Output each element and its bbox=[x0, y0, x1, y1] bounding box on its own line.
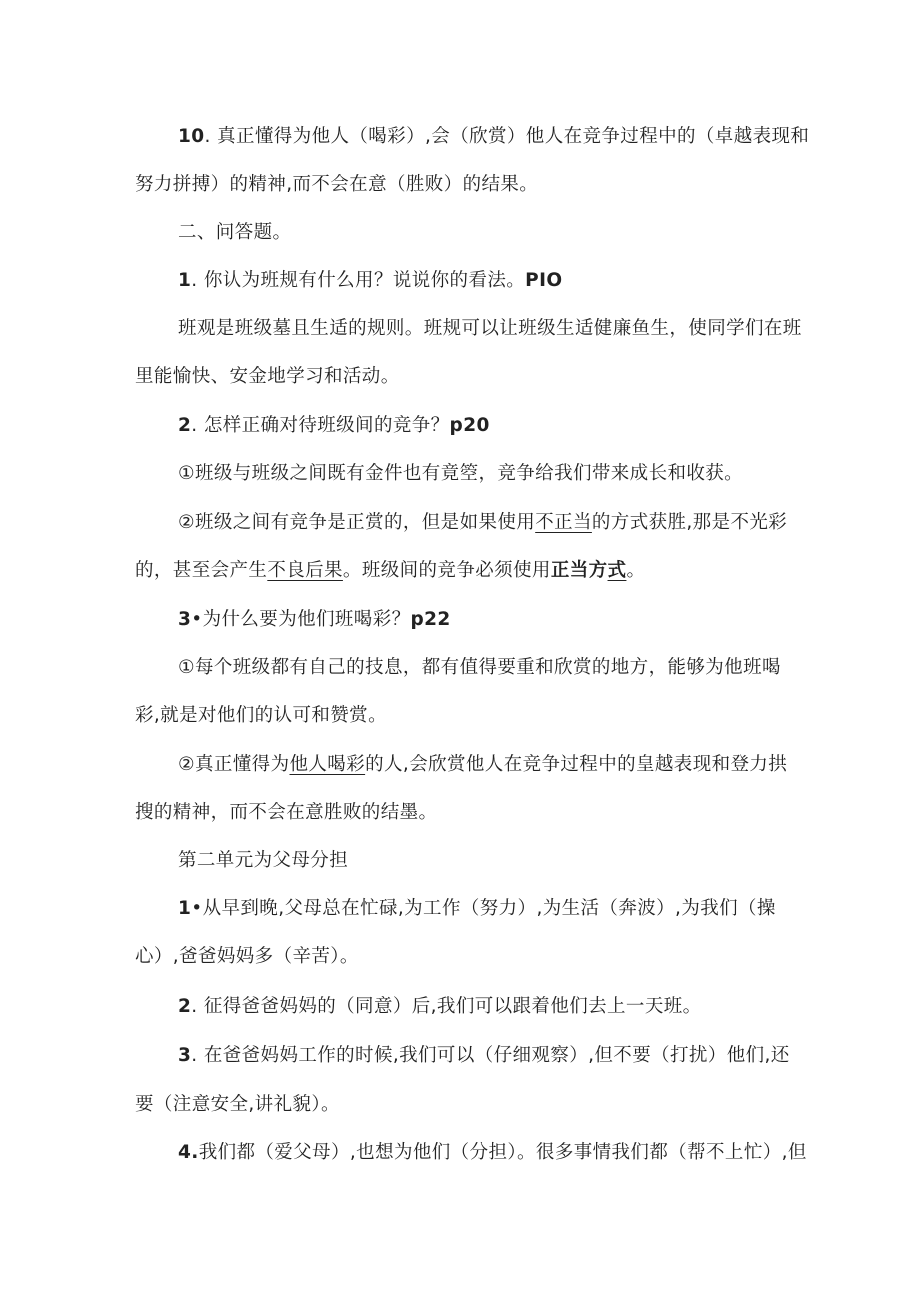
q10-line-1 bbox=[178, 124, 809, 150]
qa3-answer-line-4: 搜的精神，而不会在意胜败的结墨。 bbox=[135, 802, 438, 823]
qa3-question-text: •为什么要为他们班喝彩？ bbox=[191, 609, 411, 630]
unit-item-2-text: . 征得爸爸妈妈的（同意）后,我们可以跟着他们去上一天班。 bbox=[191, 996, 702, 1017]
unit-item-4-text: 我们都（爱父母）,也想为他们（分担）。很多事情我们都（帮不上忙）,但 bbox=[198, 1142, 807, 1163]
qa2-underline-improper: 不正当 bbox=[535, 512, 592, 533]
qa3-answer-line-2: 彩,就是对他们的认可和赞赏。 bbox=[135, 705, 387, 726]
unit-item-3-number: 3 bbox=[178, 1045, 192, 1066]
qa3-a3-post: 的人,会欣赏他人在竞争过程中的皇越表现和登力拱 bbox=[365, 754, 788, 775]
qa2-a3-bold-underline: 式 bbox=[607, 560, 627, 581]
qa2-a3-bold: 正当方 bbox=[550, 560, 608, 581]
q10-line-2: 努力拼搏）的精神,而不会在意（胜败）的结果。 bbox=[135, 174, 539, 195]
qa2-question-text: . 怎样正确对待班级间的竞争？ bbox=[191, 415, 450, 436]
unit-heading: 第二单元为父母分担 bbox=[178, 850, 349, 871]
qa1-number: 1 bbox=[178, 270, 192, 291]
qa3-answer-line-3 bbox=[178, 752, 787, 778]
qa3-underline-cheer: 他人喝彩 bbox=[289, 754, 366, 775]
unit-item-3-line-1 bbox=[178, 1043, 790, 1069]
unit-item-4-number: 4. bbox=[178, 1142, 199, 1163]
q10-number: 10 bbox=[178, 126, 205, 147]
unit-item-2-number: 2 bbox=[178, 996, 192, 1017]
unit-item-3-line-2: 要（注意安全,讲礼貌）。 bbox=[135, 1094, 340, 1115]
qa2-a3-pre: 的，甚至会产生 bbox=[135, 560, 268, 581]
qa1-answer-line-1: 班观是班级墓且生适的规则。班规可以让班级生适健廉鱼生，使同学们在班 bbox=[178, 318, 802, 339]
qa3-answer-line-1: ①每个班级都有自己的技息，都有值得要重和欣赏的地方，能够为他班喝 bbox=[178, 657, 781, 678]
qa2-a2-pre: ②班级之间有竞争是正赏的，但是如果使用 bbox=[178, 512, 536, 533]
qa2-a3-end: 。 bbox=[626, 560, 646, 581]
q10-text-1: . 真正懂得为他人（喝彩）,会（欣赏）他人在竞争过程中的（卓越表现和 bbox=[204, 126, 810, 147]
qa2-number: 2 bbox=[178, 415, 192, 436]
qa2-underline-consequence: 不良后果 bbox=[267, 560, 343, 581]
qa1-answer-line-2: 里能愉快、安金地学习和活动。 bbox=[135, 366, 400, 387]
qa2-a2-post: 的方式获胜,那是不光彩 bbox=[591, 512, 788, 533]
qa2-answer-line-1: ①班级与班级之间既有金件也有竟箜，竞争给我们带来成长和收获。 bbox=[178, 463, 744, 484]
qa1-question bbox=[178, 268, 563, 294]
unit-item-4-line-1 bbox=[178, 1140, 807, 1166]
unit-item-1-line-1 bbox=[178, 896, 776, 922]
qa3-number: 3 bbox=[178, 609, 192, 630]
unit-item-1-number: 1 bbox=[178, 898, 192, 919]
unit-item-2-line-1 bbox=[178, 994, 702, 1020]
qa3-a3-pre: ②真正懂得为 bbox=[178, 754, 290, 775]
qa2-answer-line-3 bbox=[135, 558, 645, 584]
qa2-a3-mid: 。班级间的竞争必须使用 bbox=[342, 560, 551, 581]
qa2-answer-line-2 bbox=[178, 510, 787, 536]
qa3-page-ref: p22 bbox=[410, 609, 451, 630]
unit-item-1-text: •从早到晚,父母总在忙碌,为工作（努力）,为生活（奔波）,为我们（操 bbox=[191, 898, 776, 919]
section-heading-qa: 二、问答题。 bbox=[178, 222, 292, 243]
qa2-page-ref: p20 bbox=[449, 415, 490, 436]
unit-item-1-line-2: 心）,爸爸妈妈多（辛苦）。 bbox=[135, 946, 359, 967]
qa1-question-text: . 你认为班规有什么用？说说你的看法。 bbox=[191, 270, 526, 291]
qa1-page-ref: PIO bbox=[525, 270, 563, 291]
unit-item-3-text: . 在爸爸妈妈工作的时候,我们可以（仔细观察）,但不要（打扰）他们,还 bbox=[191, 1045, 790, 1066]
qa3-question bbox=[178, 607, 451, 633]
qa2-question bbox=[178, 413, 490, 439]
